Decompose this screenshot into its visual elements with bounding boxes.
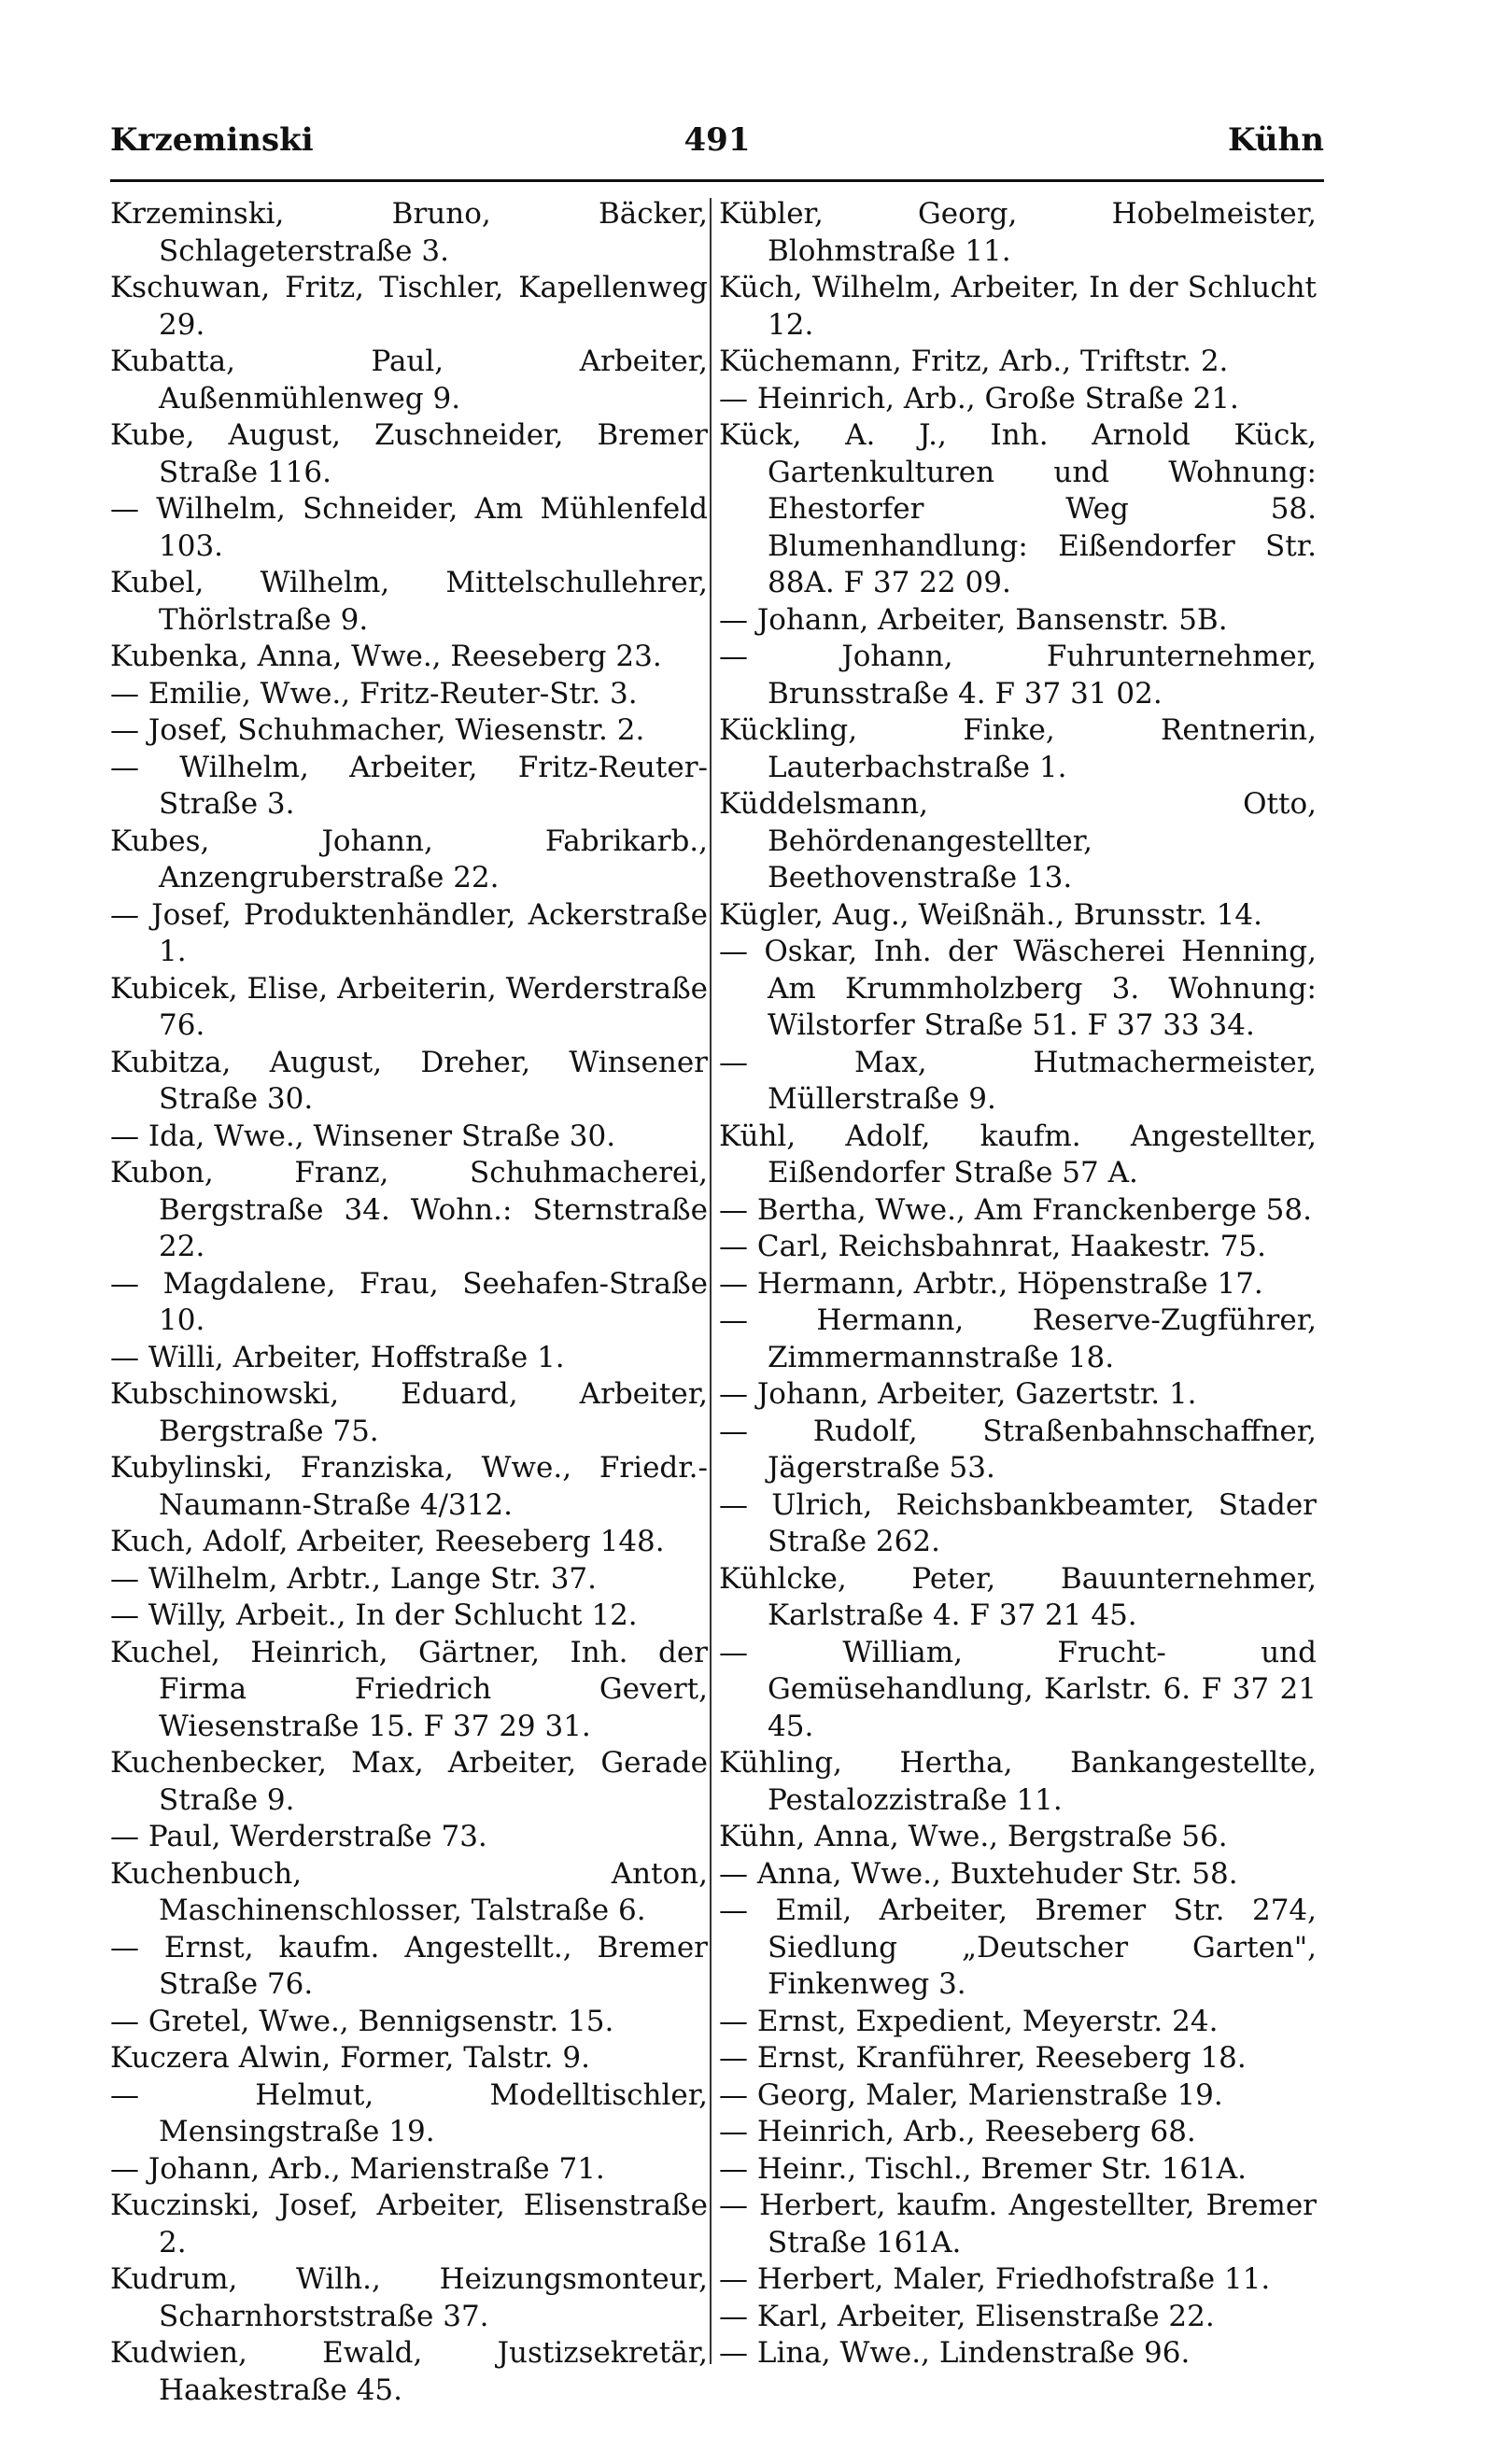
directory-entry: Kückling, Finke, Rentnerin, Lauterbachstraße 1. [719, 713, 1317, 784]
directory-entry: Kubatta, Paul, Arbeiter, Außenmühlenweg 9. [110, 345, 708, 415]
directory-entry: — Herbert, Maler, Friedhofstraße 11. [719, 2262, 1271, 2296]
directory-entry: — Heinr., Tischl., Bremer Str. 161A. [719, 2151, 1247, 2186]
directory-entry: Kügler, Aug., Weißnäh., Brunsstr. 14. [719, 897, 1262, 932]
directory-entry: — Johann, Arb., Marienstraße 71. [110, 2151, 605, 2186]
directory-entry: — Carl, Reichsbahnrat, Haakestr. 75. [719, 1230, 1266, 1263]
directory-entry: Kühl, Adolf, kaufm. Angestellter, Eißendorfer Straße 57 A. [719, 1119, 1317, 1190]
directory-entry: — Willi, Arbeiter, Hoffstraße 1. [110, 1340, 565, 1374]
directory-entry: — Josef, Produktenhändler, Ackerstraße 1. [110, 897, 708, 968]
header-last-entry: Kühn [1228, 121, 1324, 159]
directory-entry: — Johann, Fuhrunternehmer, Brunsstraße 4. F 37 31 02. [719, 640, 1317, 711]
directory-entry: — Willy, Arbeit., In der Schlucht 12. [110, 1598, 638, 1632]
directory-entry: Krzeminski, Bruno, Bäcker, Schlageterstraße 3. [110, 197, 708, 268]
directory-entry: — Ernst, Kranführer, Reeseberg 18. [719, 2041, 1247, 2075]
directory-entry: — Georg, Maler, Marienstraße 19. [719, 2077, 1223, 2112]
directory-entry: — Herbert, kaufm. Angestellter, Bremer Straße 161A. [719, 2189, 1317, 2260]
directory-entry: — Ernst, kaufm. Angestellt., Bremer Straße 76. [110, 1930, 708, 2001]
directory-entry: — William, Frucht- und Gemüsehandlung, Karlstr. 6. F 37 21 45. [719, 1635, 1317, 1743]
directory-entry: — Wilhelm, Arbeiter, Fritz-Reuter-Straße 3. [110, 750, 708, 821]
directory-entry: Kuch, Adolf, Arbeiter, Reeseberg 148. [110, 1525, 665, 1558]
directory-entry: Küchemann, Fritz, Arb., Triftstr. 2. [719, 345, 1229, 378]
directory-entry: — Oskar, Inh. der Wäscherei Henning, Am Krummholzberg 3. Wohnung: Wilstorfer Straße 51. F 37 33 34. [719, 935, 1317, 1042]
column-divider [710, 198, 712, 2364]
directory-entry: Kubitza, August, Dreher, Winsener Straße 30. [110, 1045, 708, 1116]
directory-entry: — Magdalene, Frau, Seehafen-Straße 10. [110, 1266, 708, 1337]
header-rule [110, 179, 1324, 182]
directory-entry: — Hermann, Arbtr., Höpenstraße 17. [719, 1266, 1263, 1301]
directory-entry: Kück, A. J., Inh. Arnold Kück, Gartenkulturen und Wohnung: Ehestorfer Weg 58. Blumenhandlung: Eißendorfer Str. 88A. F 37 22 09. [719, 418, 1317, 599]
directory-entry: Kühn, Anna, Wwe., Bergstraße 56. [719, 1820, 1228, 1853]
directory-entry: — Wilhelm, Schneider, Am Mühlenfeld 103. [110, 492, 708, 563]
directory-entry: — Helmut, Modelltischler, Mensingstraße 19. [110, 2077, 708, 2148]
left-column [110, 196, 708, 2409]
header-first-entry: Krzeminski [110, 121, 314, 159]
directory-entry: — Heinrich, Arb., Reeseberg 68. [719, 2115, 1196, 2148]
directory-entry: Küddelsmann, Otto, Behördenangestellter, Beethovenstraße 13. [719, 787, 1317, 894]
directory-entry: — Ernst, Expedient, Meyerstr. 24. [719, 2004, 1219, 2038]
directory-entry: Kubylinski, Franziska, Wwe., Friedr.-Naumann-Straße 4/312. [110, 1451, 708, 1522]
directory-entry: Kuczinski, Josef, Arbeiter, Elisenstraße 2. [110, 2189, 708, 2260]
directory-entry: — Karl, Arbeiter, Elisenstraße 22. [719, 2299, 1215, 2333]
directory-entry: Kuchenbuch, Anton, Maschinenschlosser, Talstraße 6. [110, 1856, 708, 1927]
directory-entry: — Heinrich, Arb., Große Straße 21. [719, 381, 1239, 415]
directory-entry: Kubicek, Elise, Arbeiterin, Werderstraße 76. [110, 971, 708, 1042]
directory-entry: Küch, Wilhelm, Arbeiter, In der Schlucht 12. [719, 271, 1317, 342]
directory-entry: — Anna, Wwe., Buxtehuder Str. 58. [719, 1856, 1238, 1891]
directory-entry: Kube, August, Zuschneider, Bremer Straße 116. [110, 418, 708, 489]
directory-entry: — Lina, Wwe., Lindenstraße 96. [719, 2336, 1191, 2370]
directory-entry: Kudrum, Wilh., Heizungsmonteur, Scharnhorststraße 37. [110, 2262, 708, 2333]
directory-entry: Kudwien, Ewald, Justizsekretär, Haakestraße 45. [110, 2336, 708, 2407]
directory-entry: — Emilie, Wwe., Fritz-Reuter-Str. 3. [110, 676, 638, 711]
directory-entry: Kuchel, Heinrich, Gärtner, Inh. der Firma Friedrich Gevert, Wiesenstraße 15. F 37 29 31. [110, 1635, 708, 1743]
directory-entry: Kubel, Wilhelm, Mittelschullehrer, Thörlstraße 9. [110, 566, 708, 637]
directory-entry: — Paul, Werderstraße 73. [110, 1820, 487, 1853]
directory-entry: — Hermann, Reserve-Zugführer, Zimmermannstraße 18. [719, 1303, 1317, 1374]
directory-entry: Kühlcke, Peter, Bauunternehmer, Karlstraße 4. F 37 21 45. [719, 1561, 1317, 1632]
directory-entry: Kubschinowski, Eduard, Arbeiter, Bergstraße 75. [110, 1377, 708, 1448]
directory-entry: Kuchenbecker, Max, Arbeiter, Gerade Straße 9. [110, 1746, 708, 1817]
directory-entry: Kubenka, Anna, Wwe., Reeseberg 23. [110, 640, 662, 673]
directory-entry: Kühling, Hertha, Bankangestellte, Pestalozzistraße 11. [719, 1746, 1317, 1817]
directory-entry: — Bertha, Wwe., Am Franckenberge 58. [719, 1192, 1312, 1227]
directory-entry: — Emil, Arbeiter, Bremer Str. 274, Siedlung „Deutscher Garten", Finkenweg 3. [719, 1894, 1317, 2001]
page-header [110, 121, 1324, 177]
directory-entry: — Gretel, Wwe., Bennigsenstr. 15. [110, 2004, 614, 2038]
directory-entry: — Wilhelm, Arbtr., Lange Str. 37. [110, 1561, 598, 1596]
directory-entry: — Ida, Wwe., Winsener Straße 30. [110, 1119, 616, 1153]
directory-entry: — Josef, Schuhmacher, Wiesenstr. 2. [110, 713, 645, 747]
directory-entry: Kschuwan, Fritz, Tischler, Kapellenweg 29. [110, 271, 708, 342]
directory-entry: — Ulrich, Reichsbankbeamter, Stader Straße 262. [719, 1487, 1317, 1558]
directory-entry: — Max, Hutmachermeister, Müllerstraße 9. [719, 1045, 1317, 1116]
directory-entry: Kübler, Georg, Hobelmeister, Blohmstraße 11. [719, 197, 1317, 268]
directory-entry: Kubon, Franz, Schuhmacherei, Bergstraße 34. Wohn.: Sternstraße 22. [110, 1156, 708, 1263]
directory-entry: — Johann, Arbeiter, Gazertstr. 1. [719, 1377, 1197, 1411]
directory-entry: Kuczera Alwin, Former, Talstr. 9. [110, 2041, 590, 2075]
directory-entry: — Johann, Arbeiter, Bansenstr. 5B. [719, 602, 1228, 637]
page-number: 491 [684, 121, 751, 159]
directory-entry: — Rudolf, Straßenbahnschaffner, Jägerstraße 53. [719, 1414, 1317, 1485]
right-column [719, 196, 1317, 2372]
directory-entry: Kubes, Johann, Fabrikarb., Anzengruberstraße 22. [110, 824, 708, 894]
